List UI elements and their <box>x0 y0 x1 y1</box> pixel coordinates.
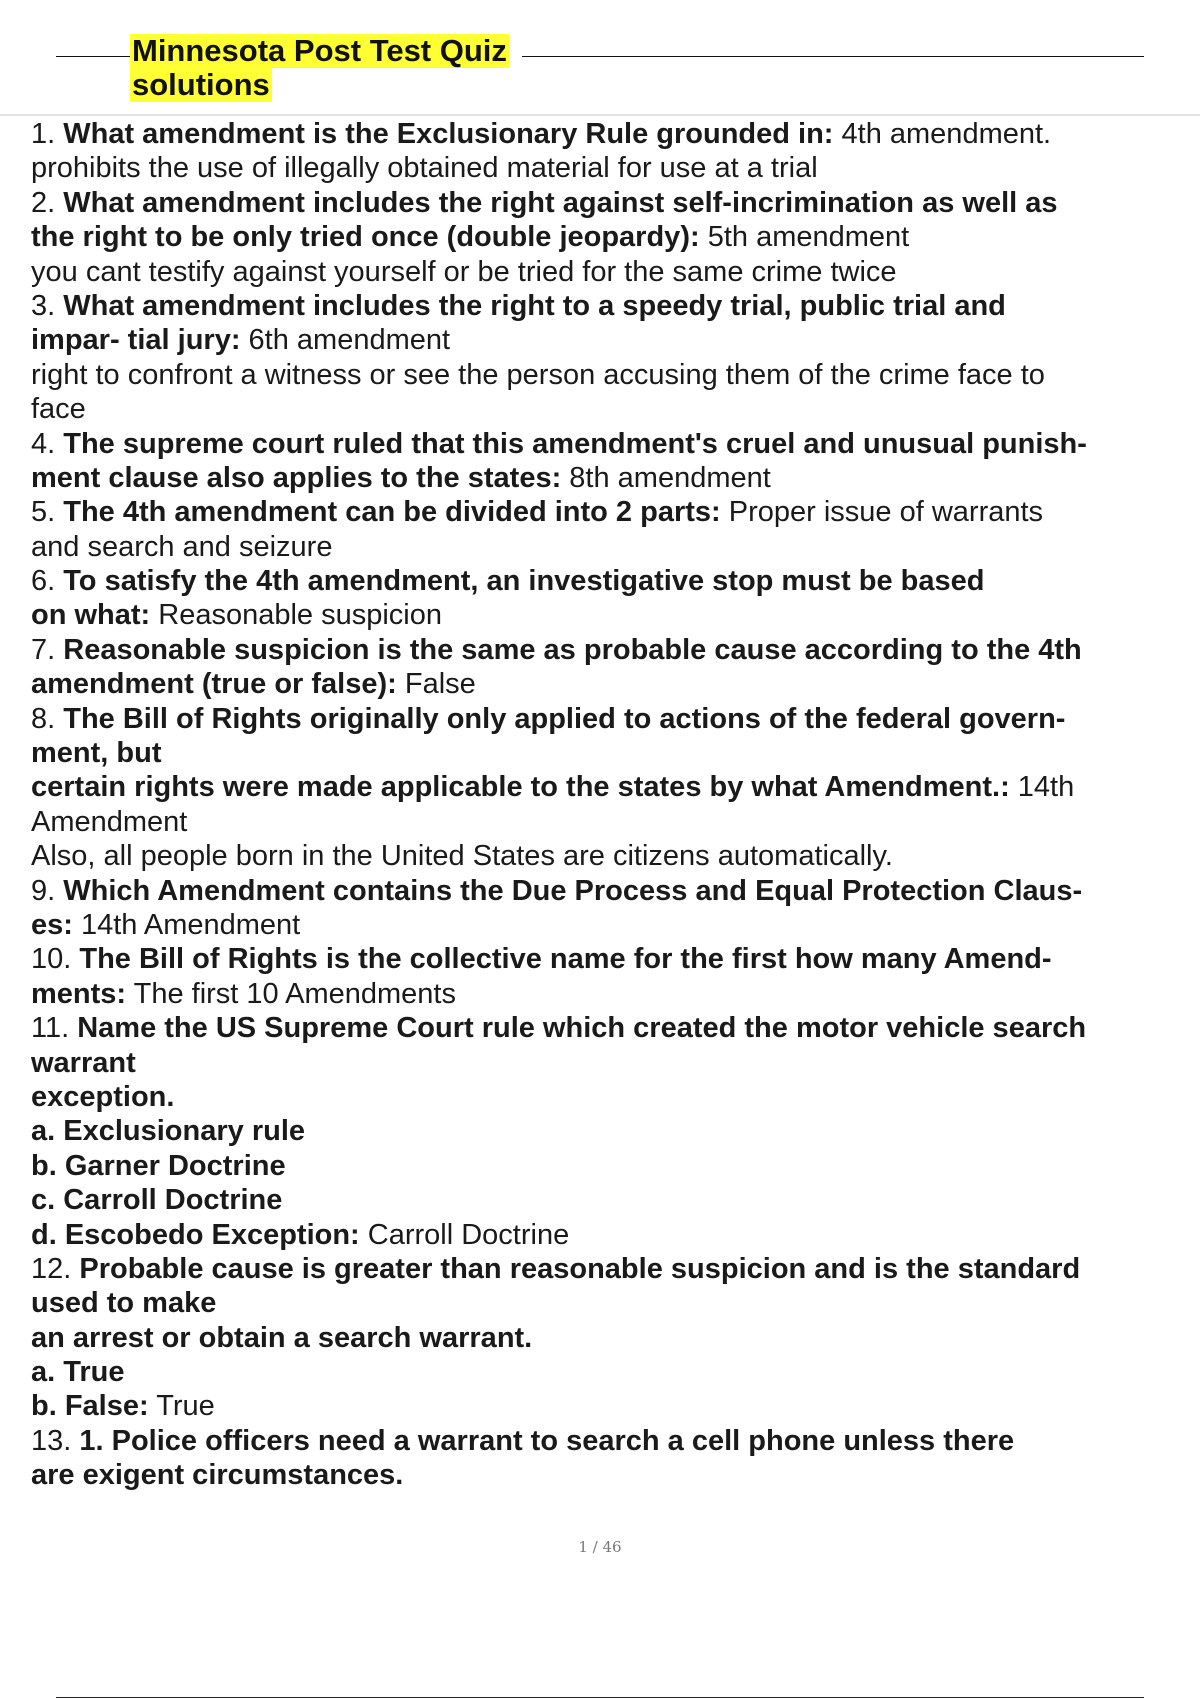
question-text: What amendment includes the right against self-incrimination as well as <box>63 186 1058 219</box>
text-line <box>31 1149 1200 1183</box>
text-line <box>31 495 1200 529</box>
question-text: What amendment is the Exclusionary Rule grounded in: <box>63 118 834 150</box>
answer-text: Proper issue of warrants <box>720 496 1044 529</box>
answer-text: 4th amendment. <box>833 118 1052 150</box>
text-line <box>31 770 1200 804</box>
answer-text: False <box>396 668 476 701</box>
answer-text: 8. <box>31 702 64 735</box>
question-text: Reasonable suspicion is the same as probable cause according to the 4th <box>63 633 1082 666</box>
question-text: certain rights were made applicable to the states by what Amendment.: <box>31 771 1010 804</box>
question-text: Probable cause is greater than reasonable suspicion and is the standard <box>79 1252 1081 1285</box>
text-line <box>31 736 1200 770</box>
text-line <box>31 874 1200 908</box>
question-text: The 4th amendment can be divided into 2 parts: <box>63 496 721 529</box>
question-text: 1. Police officers need a warrant to search a cell phone unless there <box>79 1424 1015 1457</box>
answer-text: The first 10 Amendments <box>126 977 456 1010</box>
answer-text: 5. <box>31 496 64 529</box>
text-line <box>31 1389 1200 1423</box>
text-line <box>31 564 1200 598</box>
question-text: Which Amendment contains the Due Process and Equal Protection Claus- <box>63 874 1083 907</box>
text-line <box>31 1424 1200 1458</box>
page-title <box>130 34 509 102</box>
text-line <box>31 1355 1200 1389</box>
text-line <box>31 1286 1200 1320</box>
title-line-1: Minnesota Post Test Quiz <box>132 33 507 68</box>
answer-text: Reasonable suspicion <box>150 599 443 632</box>
answer-text: prohibits the use of illegally obtained material for use at a trial <box>31 152 818 185</box>
answer-text: 3. <box>31 289 64 322</box>
question-text: used to make <box>31 1287 217 1320</box>
answer-text: 12. <box>31 1252 80 1285</box>
header-rule-left <box>56 56 130 57</box>
question-text: a. True <box>31 1356 125 1389</box>
footer-rule <box>56 1697 1144 1698</box>
text-line <box>31 427 1200 461</box>
answer-text: 9. <box>31 874 64 907</box>
text-line <box>31 805 1200 839</box>
question-text: The supreme court ruled that this amendment's cruel and unusual punish- <box>63 427 1087 460</box>
quiz-content <box>31 117 1200 1493</box>
answer-text: 11. <box>31 1012 78 1045</box>
question-text: c. Carroll Doctrine <box>31 1184 283 1217</box>
question-text: the right to be only tried once (double jeopardy): <box>31 221 700 254</box>
answer-text: Carroll Doctrine <box>359 1218 570 1251</box>
question-text: ments: <box>31 977 127 1010</box>
text-line <box>31 392 1200 426</box>
answer-text: you cant testify against yourself or be tried for the same crime twice <box>31 255 897 288</box>
question-text: To satisfy the 4th amendment, an investigative stop must be based <box>63 565 985 598</box>
text-line <box>31 289 1200 323</box>
answer-text: 4. <box>31 427 64 460</box>
text-line <box>31 1252 1200 1286</box>
text-line <box>31 942 1200 976</box>
text-line <box>31 1218 1200 1252</box>
question-text: impar- tial jury: <box>31 324 241 357</box>
text-line <box>31 358 1200 392</box>
text-line <box>31 1046 1200 1080</box>
question-text: The Bill of Rights originally only applied to actions of the federal govern- <box>63 702 1066 735</box>
text-line <box>31 186 1200 220</box>
answer-text: 6th amendment <box>240 324 451 357</box>
answer-text: and search and seizure <box>31 530 333 563</box>
question-text: exception. <box>31 1080 175 1113</box>
question-text: b. Garner Doctrine <box>31 1149 286 1182</box>
text-line <box>31 461 1200 495</box>
header-rule-right <box>522 56 1144 57</box>
text-line <box>31 323 1200 357</box>
text-line <box>31 117 1200 151</box>
question-text: an arrest or obtain a search warrant. <box>31 1321 533 1354</box>
question-text: Name the US Supreme Court rule which created the motor vehicle search <box>77 1012 1087 1045</box>
answer-text: 14th Amendment <box>72 908 301 941</box>
text-line <box>31 977 1200 1011</box>
answer-text: 14th <box>1009 771 1075 804</box>
question-text: are exigent circumstances. <box>31 1459 404 1492</box>
page-number: 1 / 46 <box>578 1538 622 1556</box>
answer-text: 8th amendment <box>561 461 771 494</box>
answer-text: Also, all people born in the United States are citizens automatically. <box>31 840 893 873</box>
text-line <box>31 151 1200 185</box>
text-line <box>31 255 1200 289</box>
text-line <box>31 1321 1200 1355</box>
question-text: amendment (true or false): <box>31 668 397 701</box>
question-text: d. Escobedo Exception: <box>31 1218 360 1251</box>
answer-text: 10. <box>31 943 80 976</box>
text-line <box>31 598 1200 632</box>
answer-text: True <box>148 1390 215 1423</box>
text-line <box>31 1080 1200 1114</box>
question-text: ment, but <box>31 737 162 770</box>
question-text: b. False: <box>31 1390 149 1423</box>
answer-text: right to confront a witness or see the person accusing them of the crime face to <box>31 358 1045 391</box>
text-line <box>31 839 1200 873</box>
question-text: What amendment includes the right to a speedy trial, public trial and <box>63 289 1006 322</box>
title-line-2: solutions <box>132 67 270 102</box>
answer-text: 7. <box>31 633 64 666</box>
text-line <box>31 702 1200 736</box>
question-text: ment clause also applies to the states: <box>31 461 562 494</box>
answer-text: face <box>31 393 86 426</box>
answer-text: 6. <box>31 565 64 598</box>
answer-text: 2. <box>31 186 64 219</box>
document-header <box>56 30 1144 110</box>
question-text: a. Exclusionary rule <box>31 1115 306 1148</box>
text-line <box>31 1183 1200 1217</box>
header-divider <box>0 114 1200 116</box>
question-text: es: <box>31 908 73 941</box>
text-line <box>31 530 1200 564</box>
question-text: The Bill of Rights is the collective name for the first how many Amend- <box>79 943 1052 976</box>
answer-text: 13. <box>31 1424 80 1457</box>
text-line <box>31 633 1200 667</box>
text-line <box>31 1011 1200 1045</box>
answer-text: Amendment <box>31 805 188 838</box>
text-line <box>31 908 1200 942</box>
text-line <box>31 220 1200 254</box>
text-line <box>31 667 1200 701</box>
text-line <box>31 1114 1200 1148</box>
answer-text: 1. <box>31 118 64 150</box>
question-text: warrant <box>31 1046 136 1079</box>
question-text: on what: <box>31 599 151 632</box>
answer-text: 5th amendment <box>699 221 910 254</box>
text-line <box>31 1458 1200 1492</box>
